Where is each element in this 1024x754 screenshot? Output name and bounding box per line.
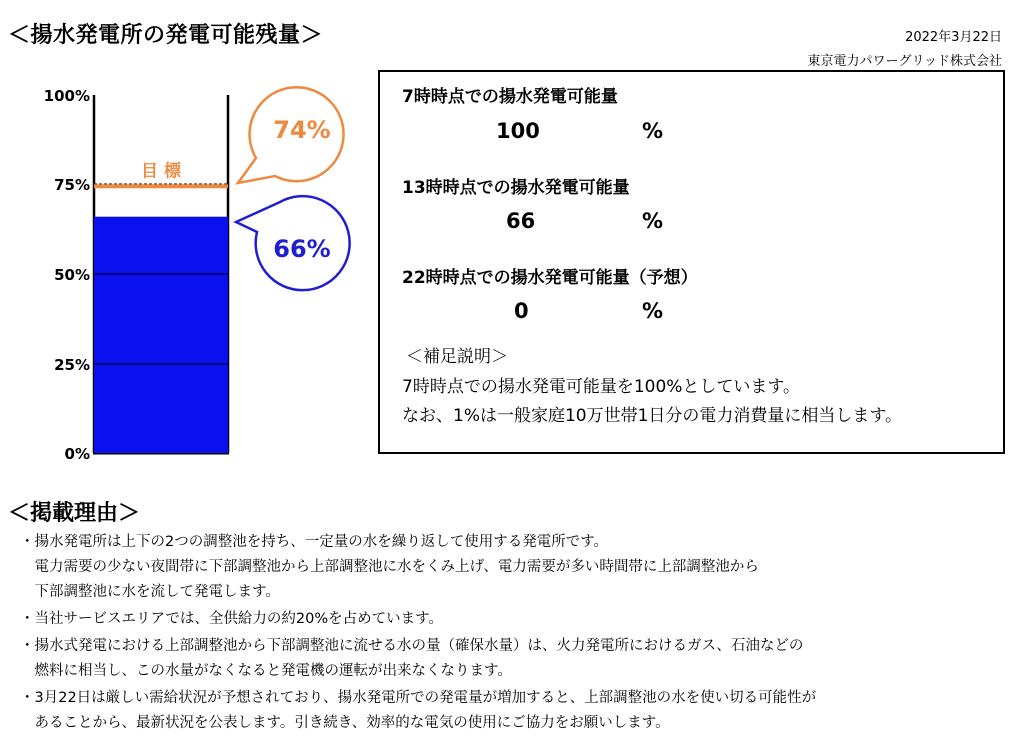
y-tick-50: 50% [54, 266, 90, 284]
reason-line: ・揚水式発電における上部調整池から下部調整池に流せる水の量（確保水量）は、火力発電所におけるガス、石油などの [20, 638, 804, 654]
reasons-title: ＜掲載理由＞ [8, 501, 141, 526]
info-box [378, 70, 1005, 454]
current-callout-text: 66% [273, 235, 331, 263]
y-tick-100: 100% [43, 87, 90, 105]
info-row-value: 66 [506, 209, 536, 233]
page-title: ＜揚水発電所の発電可能残量＞ [8, 23, 324, 48]
reason-line: ・3月22日は厳しい需給状況が予想されており、揚水発電所での発電量が増加すると、上部調整池の水を使い切る可能性が [20, 690, 817, 706]
info-row-value: 100 [496, 119, 540, 143]
company-name: 東京電力パワーグリッド株式会社 [807, 54, 1002, 69]
report-date: 2022年3月22日 [905, 30, 1002, 45]
info-row-label: 7時時点での揚水発電可能量 [402, 87, 618, 107]
bar-current-level [94, 217, 228, 453]
note-title: ＜補足説明＞ [406, 347, 508, 367]
target-callout-text: 74% [273, 116, 331, 144]
reason-line: ・当社サービスエリアでは、全供給力の約20%を占めています。 [20, 611, 444, 627]
y-tick-0: 0% [64, 445, 90, 463]
info-row-unit: % [642, 209, 664, 233]
info-row-label: 13時時点での揚水発電可能量 [402, 178, 630, 198]
info-row-unit: % [642, 119, 664, 143]
reason-line: 電力需要の少ない夜間帯に下部調整池から上部調整池に水をくみ上げ、電力需要が多い時間帯に上部調整池から [20, 559, 759, 575]
info-row-value: 0 [514, 299, 529, 323]
note-line: 7時時点での揚水発電可能量を100%としています。 [402, 377, 801, 397]
reason-line: ・揚水発電所は上下の2つの調整池を持ち、一定量の水を繰り返して使用する発電所です。 [20, 534, 609, 550]
reason-line: 下部調整池に水を流して発電します。 [20, 584, 280, 600]
target-label: 目 標 [141, 161, 181, 182]
note-line: なお、1%は一般家庭10万世帯1日分の電力消費量に相当します。 [402, 406, 903, 426]
y-tick-25: 25% [54, 356, 90, 374]
info-row-label: 22時時点での揚水発電可能量（予想） [402, 268, 698, 288]
info-row-unit: % [642, 299, 664, 323]
reason-line: あることから、最新状況を公表します。引き続き、効率的な電気の使用にご協力をお願いします。 [20, 715, 670, 731]
y-tick-75: 75% [54, 176, 90, 194]
reason-line: 燃料に相当し、この水量がなくなると発電機の運転が出来なくなります。 [20, 663, 512, 679]
